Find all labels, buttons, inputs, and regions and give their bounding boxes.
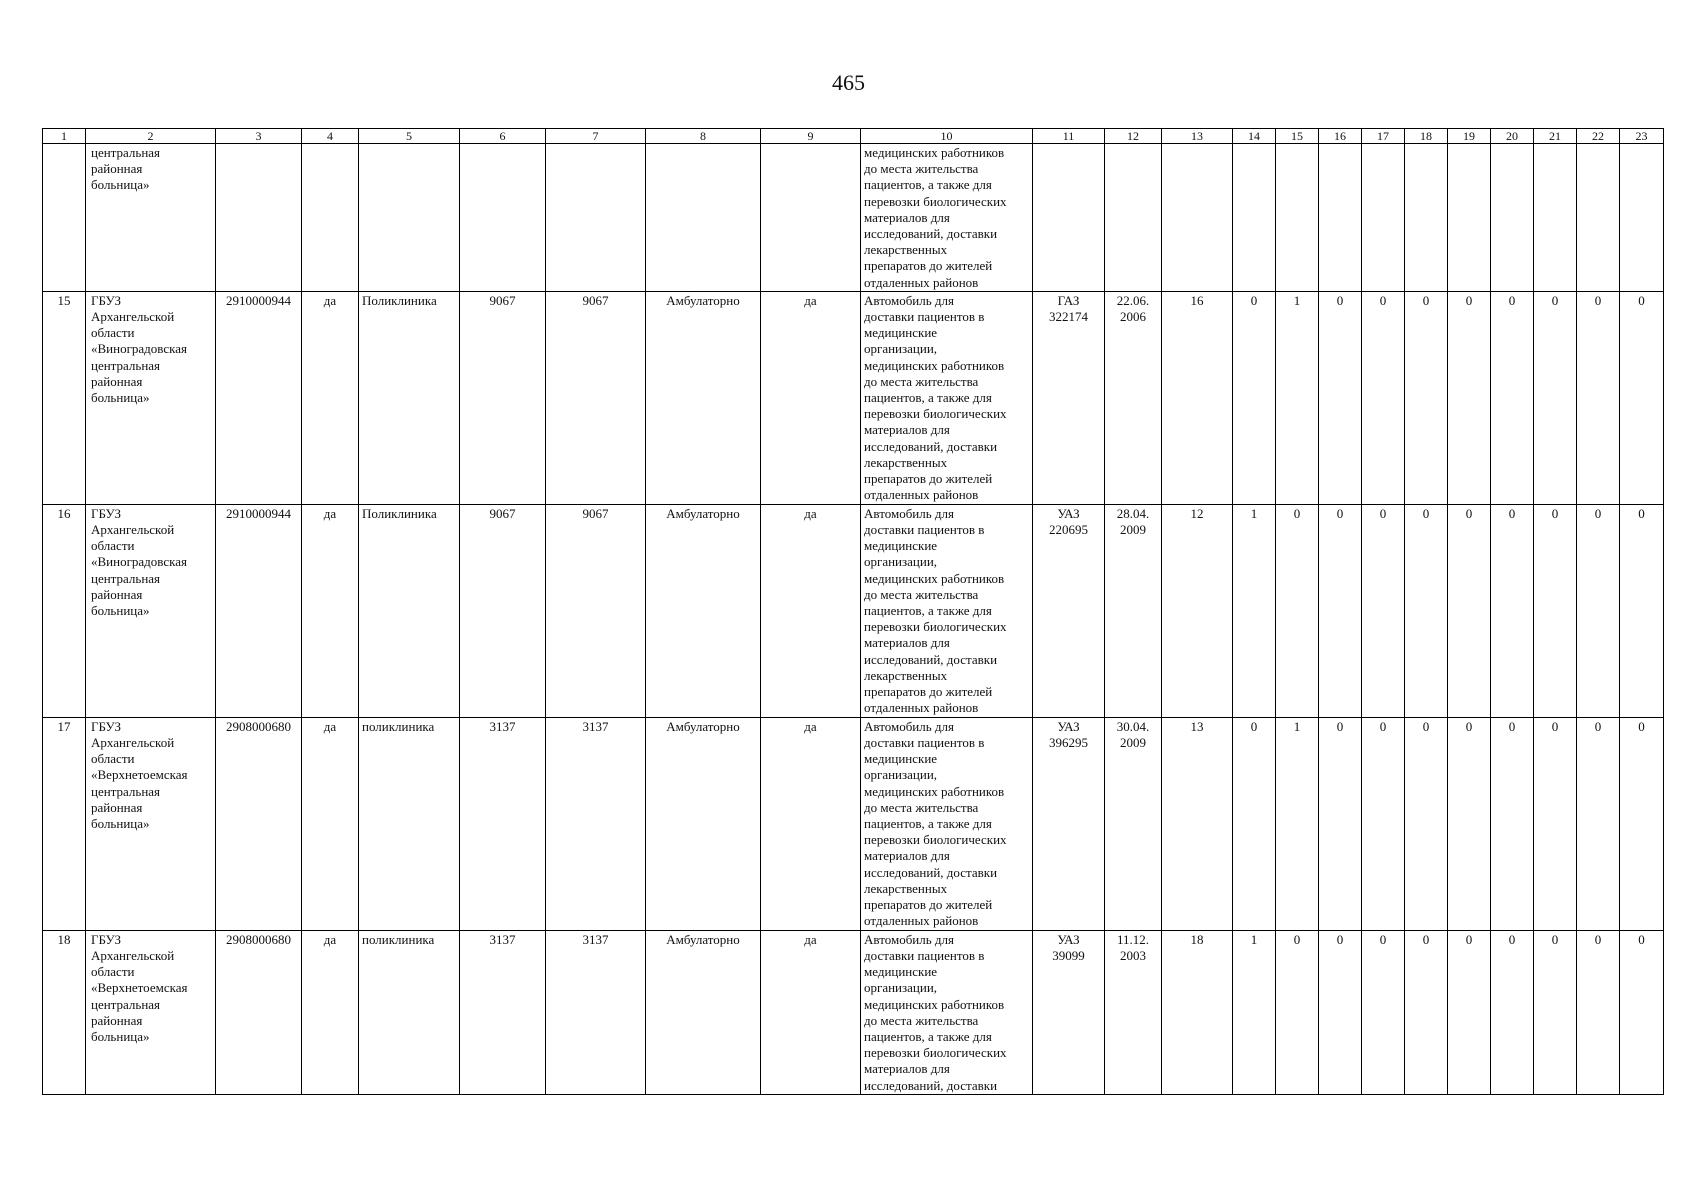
table-row [43,717,1664,930]
row-number-cell: 18 [43,930,86,1094]
date-cell: 28.04. 2009 [1105,504,1162,717]
table-cell: 9067 [546,291,646,504]
table-cell [1362,144,1405,292]
table-cell: 0 [1448,291,1491,504]
care-condition-cell: Амбулаторно [646,291,761,504]
table-cell [43,144,86,292]
table-cell: 0 [1319,504,1362,717]
column-header: 16 [1319,129,1362,144]
table-cell: 0 [1233,717,1276,930]
table-cell: 0 [1233,291,1276,504]
column-header: 5 [359,129,460,144]
table-cell [302,144,359,292]
table-cell: 1 [1276,717,1319,930]
unit-type-cell: поликлиника [359,930,460,1094]
table-cell [1577,144,1620,292]
table-cell: да [761,930,861,1094]
care-condition-cell: Амбулаторно [646,504,761,717]
table-row [43,291,1664,504]
date-cell: 22.06. 2006 [1105,291,1162,504]
table-cell: 0 [1620,930,1664,1094]
inn-cell: 2910000944 [216,291,302,504]
table-cell: 12 [1162,504,1233,717]
table-cell: да [761,504,861,717]
table-cell: 1 [1276,291,1319,504]
table-cell: 3137 [460,930,546,1094]
table-cell: 0 [1577,717,1620,930]
table-cell: 1 [1233,930,1276,1094]
column-header: 10 [861,129,1033,144]
table-cell: 0 [1405,717,1448,930]
table-cell: 9067 [460,504,546,717]
table-cell: 1 [1233,504,1276,717]
table-cell [1534,144,1577,292]
organization-name-cell: ГБУЗ Архангельской области «Верхнетоемская центральная районная больница» [86,930,216,1094]
organization-name-cell: ГБУЗ Архангельской области «Виноградовская центральная районная больница» [86,504,216,717]
vehicle-purpose-cell: медицинских работников до места жительства пациентов, а также для перевозки биологических материалов для исследований, доставки лекарственных препаратов до жителей отдаленных районов [861,144,1033,292]
column-header: 8 [646,129,761,144]
column-header: 6 [460,129,546,144]
table-cell: 0 [1534,291,1577,504]
column-header: 23 [1620,129,1664,144]
table-cell [1276,144,1319,292]
organization-name-cell: центральная районная больница» [86,144,216,292]
table-cell: 0 [1620,291,1664,504]
table-cell [359,144,460,292]
table-cell: 0 [1491,717,1534,930]
column-header: 19 [1448,129,1491,144]
table-cell: 0 [1448,930,1491,1094]
date-cell: 11.12. 2003 [1105,930,1162,1094]
row-number-cell: 16 [43,504,86,717]
table-cell: 0 [1620,504,1664,717]
table-cell: 0 [1534,717,1577,930]
table-cell [1448,144,1491,292]
table-cell [646,144,761,292]
table-cell: 9067 [460,291,546,504]
column-header: 1 [43,129,86,144]
column-header: 9 [761,129,861,144]
table-cell: да [761,291,861,504]
vehicle-model-cell: УАЗ 220695 [1033,504,1105,717]
table-cell: 0 [1319,291,1362,504]
organization-name-cell: ГБУЗ Архангельской области «Верхнетоемская центральная районная больница» [86,717,216,930]
table-cell: 0 [1405,504,1448,717]
column-header: 2 [86,129,216,144]
table-cell: да [302,504,359,717]
table-cell [1319,144,1362,292]
inn-cell: 2910000944 [216,504,302,717]
care-condition-cell: Амбулаторно [646,717,761,930]
table-cell [761,144,861,292]
table-cell: 0 [1362,930,1405,1094]
table-cell: 0 [1577,291,1620,504]
table-cell: 13 [1162,717,1233,930]
table-cell: 9067 [546,504,646,717]
table-cell: 0 [1362,717,1405,930]
table-cell [1162,144,1233,292]
column-header: 14 [1233,129,1276,144]
column-header: 3 [216,129,302,144]
table-cell: 3137 [546,930,646,1094]
vehicle-model-cell: УАЗ 396295 [1033,717,1105,930]
vehicle-purpose-cell: Автомобиль для доставки пациентов в медицинские организации, медицинских работников до места жительства пациентов, а также для перевозки биологических материалов для исследований, доставки [861,930,1033,1094]
table-cell: 3137 [546,717,646,930]
table-cell: 0 [1491,291,1534,504]
table-cell: 0 [1620,717,1664,930]
column-header: 21 [1534,129,1577,144]
vehicle-purpose-cell: Автомобиль для доставки пациентов в медицинские организации, медицинских работников до места жительства пациентов, а также для перевозки биологических материалов для исследований, доставки лекарственных препаратов до жителей отдаленных районов [861,504,1033,717]
inn-cell: 2908000680 [216,717,302,930]
table-cell: 18 [1162,930,1233,1094]
unit-type-cell: Поликлиника [359,504,460,717]
column-header: 11 [1033,129,1105,144]
vehicle-model-cell: ГАЗ 322174 [1033,291,1105,504]
table-cell: да [761,717,861,930]
vehicle-model-cell: УАЗ 39099 [1033,930,1105,1094]
column-header: 20 [1491,129,1534,144]
column-header: 12 [1105,129,1162,144]
inn-cell: 2908000680 [216,930,302,1094]
table-cell: 0 [1319,930,1362,1094]
continuation-row [43,144,1664,292]
table-cell [1033,144,1105,292]
table-row [43,504,1664,717]
table-cell: да [302,291,359,504]
row-number-cell: 17 [43,717,86,930]
table-cell: 0 [1577,930,1620,1094]
organization-name-cell: ГБУЗ Архангельской области «Виноградовская центральная районная больница» [86,291,216,504]
table-cell [1105,144,1162,292]
vehicle-table [42,128,1664,1095]
table-cell: 0 [1362,504,1405,717]
table-cell [1233,144,1276,292]
column-header: 17 [1362,129,1405,144]
column-header: 7 [546,129,646,144]
table-cell: 0 [1362,291,1405,504]
table-cell: 0 [1534,930,1577,1094]
table-cell: 0 [1319,717,1362,930]
table-cell [460,144,546,292]
table-cell: да [302,717,359,930]
vehicle-purpose-cell: Автомобиль для доставки пациентов в медицинские организации, медицинских работников до места жительства пациентов, а также для перевозки биологических материалов для исследований, доставки лекарственных препаратов до жителей отдаленных районов [861,291,1033,504]
table-cell: 0 [1448,504,1491,717]
table-cell: да [302,930,359,1094]
table-cell [1491,144,1534,292]
column-header: 15 [1276,129,1319,144]
date-cell: 30.04. 2009 [1105,717,1162,930]
table-cell: 16 [1162,291,1233,504]
table-cell: 0 [1448,717,1491,930]
page-number: 465 [832,70,865,95]
table-cell: 0 [1577,504,1620,717]
table-cell [1405,144,1448,292]
column-header: 22 [1577,129,1620,144]
unit-type-cell: Поликлиника [359,291,460,504]
table-cell: 0 [1491,504,1534,717]
table-cell: 0 [1491,930,1534,1094]
table-cell: 0 [1276,930,1319,1094]
row-number-cell: 15 [43,291,86,504]
table-cell: 0 [1405,930,1448,1094]
table-cell [216,144,302,292]
column-header: 4 [302,129,359,144]
table-row [43,930,1664,1094]
table-cell: 0 [1534,504,1577,717]
care-condition-cell: Амбулаторно [646,930,761,1094]
column-number-row [43,129,1664,144]
table-cell [1620,144,1664,292]
vehicle-purpose-cell: Автомобиль для доставки пациентов в медицинские организации, медицинских работников до места жительства пациентов, а также для перевозки биологических материалов для исследований, доставки лекарственных препаратов до жителей отдаленных районов [861,717,1033,930]
table-cell: 0 [1276,504,1319,717]
table-cell: 0 [1405,291,1448,504]
unit-type-cell: поликлиника [359,717,460,930]
table-cell: 3137 [460,717,546,930]
table-cell [546,144,646,292]
column-header: 18 [1405,129,1448,144]
column-header: 13 [1162,129,1233,144]
